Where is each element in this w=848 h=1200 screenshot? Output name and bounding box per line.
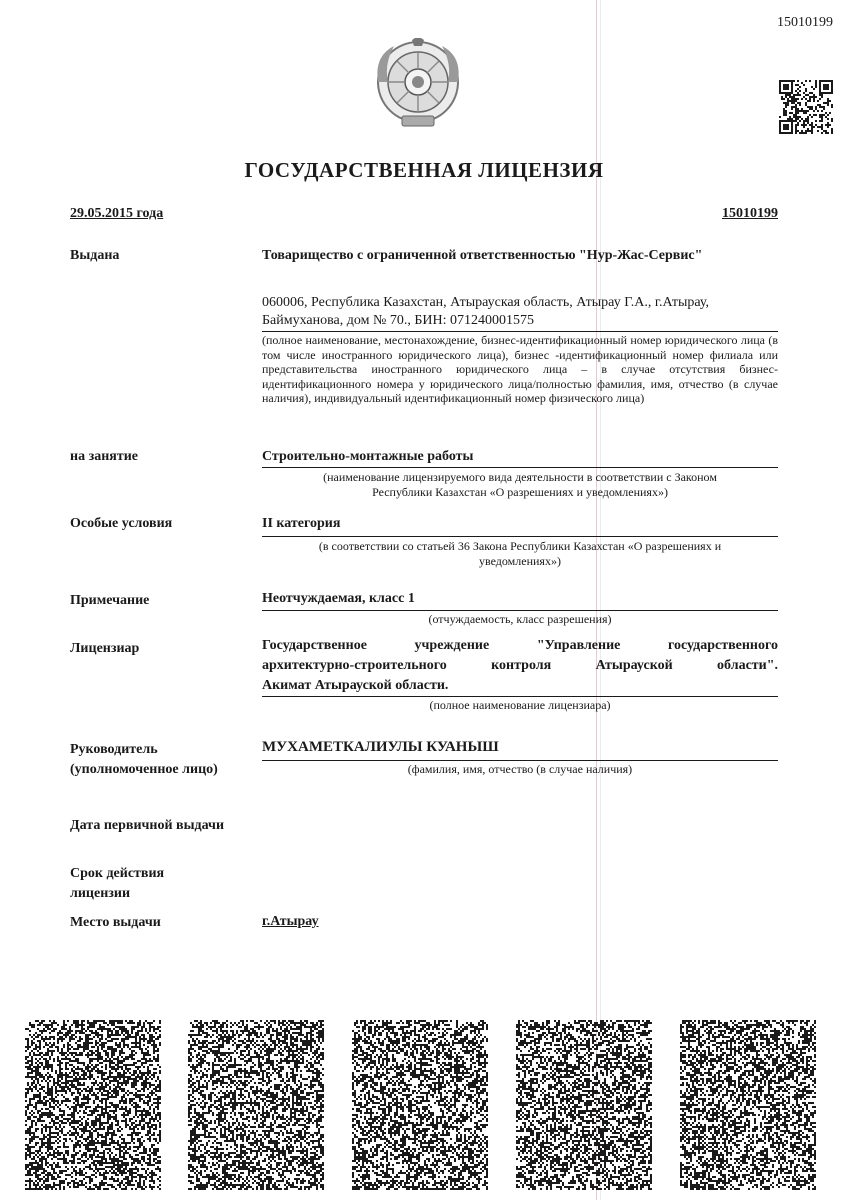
licensee-note: (полное наименование, местонахождение, бизнес-идентификационный номер юридического лица (в том числе иностранного юридического лица), бизнес -идентификационный номер филиала или представительства иностранного юридического лица – в случае отсутствия бизнес-идентификационного номера у юридического лица/полностью фамилия, имя, отчество (в случае наличия), индивидуальный идентификационный номер физического лица) — [262, 333, 778, 406]
rule — [262, 467, 778, 468]
label-activity: на занятие — [70, 449, 138, 464]
issue-date: 29.05.2015 года — [70, 206, 164, 221]
head-name: МУХАМЕТКАЛИУЛЫ КУАНЫШ — [262, 739, 499, 755]
page-title: ГОСУДАРСТВЕННАЯ ЛИЦЕНЗИЯ — [244, 158, 604, 182]
label-validity-line2: лицензии — [70, 886, 131, 901]
label-head-line2: (уполномоченное лицо) — [70, 762, 218, 777]
qr-code-icon — [779, 80, 833, 134]
place-of-issue-value: г.Атырау — [262, 914, 319, 929]
remark-value: Неотчуждаемая, класс 1 — [262, 591, 415, 606]
label-special-conditions: Особые условия — [70, 516, 173, 531]
qr-code-block-1 — [25, 1020, 161, 1190]
label-remark: Примечание — [70, 593, 150, 608]
qr-code-block-5 — [680, 1020, 816, 1190]
label-issued-to: Выдана — [70, 248, 120, 263]
licensor-line1: Государственное учреждение "Управление государственного — [262, 638, 778, 653]
special-conditions-value: II категория — [262, 516, 341, 531]
special-note-line2: уведомлениях») — [479, 554, 561, 568]
qr-code-block-3 — [352, 1020, 488, 1190]
state-emblem-icon — [372, 38, 464, 130]
remark-note: (отчуждаемость, класс разрешения) — [428, 612, 612, 626]
rule — [262, 536, 778, 537]
label-place-of-issue: Место выдачи — [70, 915, 161, 930]
activity-note-line2: Республики Казахстан «О разрешениях и уведомлениях») — [372, 485, 668, 499]
head-note: (фамилия, имя, отчество (в случае наличия) — [407, 762, 633, 776]
bottom-codes — [25, 1020, 835, 1190]
licensor-note: (полное наименование лицензиара) — [429, 698, 611, 712]
rule — [262, 696, 778, 697]
registration-number: 15010199 — [722, 206, 778, 221]
licensor-line2: архитектурно-строительного контроля Атырауской области". — [262, 658, 778, 673]
label-head-line1: Руководитель — [70, 742, 158, 757]
rule — [262, 760, 778, 761]
label-first-issue-date: Дата первичной выдачи — [70, 818, 225, 833]
rule — [262, 610, 778, 611]
licensor-line3: Акимат Атырауской области. — [262, 678, 449, 693]
rule — [262, 331, 778, 332]
licensee-address-line2: Баймуханова, дом № 70., БИН: 071240001575 — [262, 313, 534, 328]
activity-note-line1: (наименование лицензируемого вида деятельности в соответствии с Законом — [323, 470, 717, 484]
licensee-name: Товарищество с ограниченной ответственностью "Нур-Жас-Сервис" — [262, 248, 703, 263]
qr-code-block-4 — [516, 1020, 652, 1190]
qr-code-block-2 — [188, 1020, 324, 1190]
licensee-address-line1: 060006, Республика Казахстан, Атырауская область, Атырау Г.А., г.Атырау, — [262, 295, 710, 310]
label-licensor: Лицензиар — [70, 641, 140, 656]
label-validity-line1: Срок действия — [70, 866, 165, 881]
top-document-number: 15010199 — [777, 15, 833, 30]
activity-value: Строительно-монтажные работы — [262, 449, 474, 464]
special-note-line1: (в соответствии со статьей 36 Закона Республики Казахстан «О разрешениях и — [318, 539, 722, 553]
